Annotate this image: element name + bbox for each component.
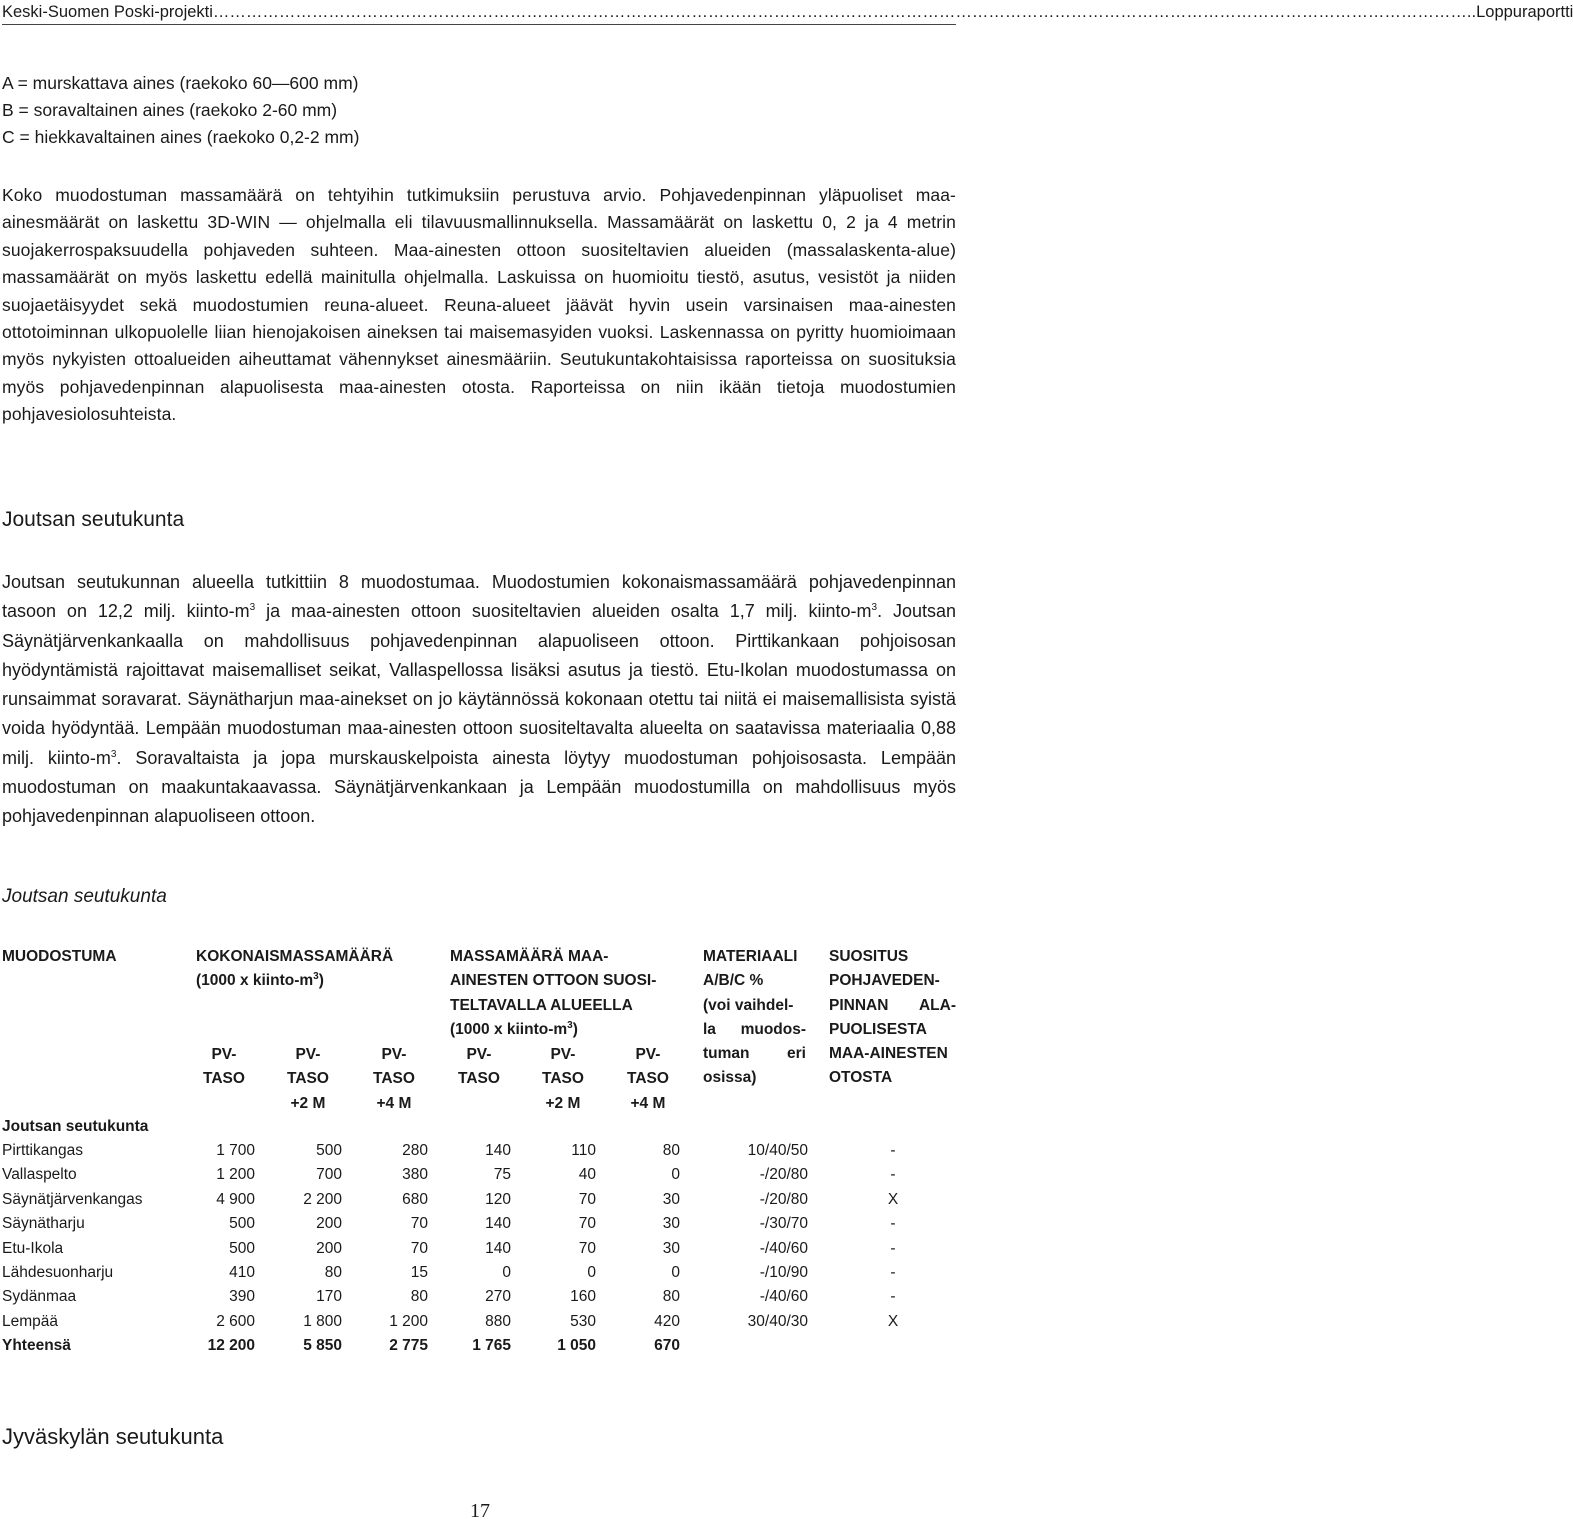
row-material: -/20/80: [759, 1166, 808, 1184]
row-value: 40: [578, 1166, 596, 1184]
row-value: 0: [671, 1166, 680, 1184]
row-value: 270: [485, 1288, 511, 1306]
row-value: 420: [654, 1312, 680, 1330]
row-value: 30: [662, 1215, 680, 1233]
row-value: 0: [671, 1264, 680, 1281]
subheader-area-pv-taso-2m: PV- TASO +2 M: [542, 1046, 584, 1112]
legend-item-c: C = hiekkavaltainen aines (raekoko 0,2-2 mm): [2, 127, 360, 147]
header-leader-dots: …………………………………………………………………………………………………………………………………………………………………………………………………………: [212, 3, 1467, 21]
row-material: 10/40/50: [747, 1142, 808, 1159]
row-value: 410: [229, 1264, 255, 1281]
row-value: 80: [410, 1288, 428, 1306]
row-value: 680: [402, 1190, 428, 1208]
row-name: Lähdesuonharju: [2, 1264, 114, 1281]
header-muodostuma: MUODOSTUMA: [2, 948, 117, 965]
legend-item-b: B = soravaltainen aines (raekoko 2-60 mm): [2, 100, 338, 120]
row-value: 2 200: [303, 1190, 342, 1208]
row-value: 2 600: [216, 1312, 255, 1330]
table-caption: Joutsan seutukunta: [2, 886, 167, 907]
row-value: 160: [570, 1288, 596, 1306]
subheader-area-pv-taso-4m: PV- TASO +4 M: [627, 1046, 669, 1112]
row-value: 1 700: [216, 1142, 255, 1159]
row-recommendation: X: [887, 1312, 899, 1330]
row-recommendation: -: [890, 1264, 896, 1281]
row-value: 70: [578, 1215, 596, 1233]
row-value: 280: [402, 1142, 428, 1159]
row-value: 530: [570, 1312, 596, 1330]
row-value: 75: [493, 1166, 511, 1184]
row-value: 70: [410, 1215, 428, 1233]
row-value: 5 850: [303, 1337, 342, 1355]
row-value: 880: [485, 1312, 511, 1330]
row-material: 30/40/30: [747, 1312, 808, 1330]
row-name: Vallaspelto: [2, 1166, 77, 1184]
row-name: Sydänmaa: [2, 1288, 77, 1306]
row-value: 500: [229, 1239, 255, 1257]
row-name: Pirttikangas: [2, 1142, 83, 1159]
row-material: -/10/90: [759, 1264, 808, 1281]
row-name: Yhteensä: [2, 1337, 71, 1355]
row-value: 0: [502, 1264, 511, 1281]
header-suositus: SUOSITUS POHJAVEDEN- PINNAN ALA- PUOLISESTA MAA-AINESTEN OTOSTA: [829, 948, 956, 1087]
row-value: 500: [229, 1215, 255, 1233]
row-value: 80: [662, 1288, 680, 1306]
row-value: 140: [485, 1239, 511, 1257]
row-name: Etu-Ikola: [2, 1239, 64, 1257]
row-value: 380: [402, 1166, 428, 1184]
legend-item-a: A = murskattava aines (raekoko 60—600 mm): [2, 73, 359, 93]
row-material: -/30/70: [759, 1215, 808, 1233]
row-value: 1 200: [216, 1166, 255, 1184]
row-value: 70: [578, 1190, 596, 1208]
subheader-pv-taso-4m: PV- TASO +4 M: [373, 1046, 415, 1112]
row-value: 12 200: [207, 1337, 255, 1355]
next-section-heading: Jyväskylän seutukunta: [2, 1424, 224, 1449]
row-recommendation: -: [890, 1288, 896, 1306]
row-recommendation: -: [890, 1166, 896, 1184]
row-value: 1 765: [472, 1337, 511, 1355]
row-recommendation: -: [890, 1142, 896, 1159]
row-value: 390: [229, 1288, 255, 1306]
header-project-name: Keski-Suomen Poski-projekti: [2, 3, 213, 21]
row-value: 140: [485, 1142, 511, 1159]
row-value: 80: [324, 1264, 342, 1281]
row-name: Lempää: [2, 1312, 59, 1330]
row-value: 200: [316, 1239, 342, 1257]
row-material: -/20/80: [759, 1190, 808, 1208]
row-value: 2 775: [389, 1337, 428, 1355]
row-value: 0: [587, 1264, 596, 1281]
subheader-area-pv-taso: PV- TASO: [458, 1046, 500, 1088]
row-value: 1 200: [389, 1312, 428, 1330]
header-kokonaismassamaara: KOKONAISMASSAMÄÄRÄ (1000 x kiinto-$m^3$): [196, 948, 394, 990]
row-name: Säynätjärvenkangas: [2, 1190, 143, 1208]
grain-size-legend: [2, 70, 359, 151]
running-header: [2, 0, 1573, 25]
row-value: 140: [485, 1215, 511, 1233]
row-name: Säynätharju: [2, 1215, 85, 1233]
section-paragraph: Joutsan seutukunnan alueella tutkittiin 8 muodostumaa. Muodostumien kokonaismassamäärä pohjavedenpinnan tasoon on 12,2 milj. kiinto-$m^3$ ja maa-ainesten ottoon suositeltavien alueiden osalta 1,7 milj. kiinto-$m^3$. Joutsan Säynätjärvenkankaalla on mahdollisuus pohjavedenpinnan alapuoliseen ottoon. Pirttikankaan pohjoisosan hyödyntämistä rajoittavat maisemalliset seikat, Vallaspellossa lisäksi asutus ja tiestö. Etu-Ikolan muodostumassa on runsaimmat soravarat. Säynätharjun maa-ainekset on jo käytännössä kokonaan otettu tai niitä ei maisemallisista syistä voida hyödyntää. Lempään muodostuman maa-ainesten ottoon suositeltavalta alueelta on saatavissa materiaalia 0,88 milj. kiinto-$m^3$. Soravaltaista ja jopa murskauskelpoista ainesta löytyy muodostuman pohjoisosasta. Lempään muodostuman on maakuntakaavassa. Säynätjärvenkankaan ja Lempään muodostumilla on mahdollisuus myös pohjavedenpinnan alapuoliseen ottoon.: [2, 572, 957, 827]
row-value: 80: [662, 1142, 680, 1159]
row-recommendation: -: [890, 1239, 896, 1257]
table-group-label: Joutsan seutukunta: [2, 1118, 149, 1135]
row-value: 170: [316, 1288, 342, 1306]
subheader-pv-taso-2m: PV- TASO +2 M: [287, 1046, 329, 1112]
row-recommendation: -: [890, 1215, 896, 1233]
row-value: 200: [316, 1215, 342, 1233]
row-value: 15: [410, 1264, 428, 1281]
row-value: 500: [316, 1142, 342, 1159]
row-value: 70: [410, 1239, 428, 1257]
row-recommendation: X: [887, 1190, 899, 1208]
subheader-pv-taso: PV- TASO: [203, 1046, 245, 1088]
header-massamaara-ottoalue: MASSAMÄÄRÄ MAA- AINESTEN OTTOON SUOSI- TELTAVALLA ALUEELLA (1000 x kiinto-$m^3$): [450, 948, 657, 1038]
row-value: 1 050: [557, 1337, 596, 1355]
row-material: -/40/60: [759, 1288, 808, 1306]
row-value: 4 900: [216, 1190, 255, 1208]
row-value: 1 800: [303, 1312, 342, 1330]
row-value: 120: [485, 1190, 511, 1208]
row-value: 670: [654, 1337, 680, 1355]
row-value: 30: [662, 1190, 680, 1208]
header-materiaali: MATERIAALI A/B/C % (voi vaihdel- la muodos- tuman eri osissa): [703, 948, 806, 1087]
page-number: 17: [470, 1500, 490, 1522]
row-material: -/40/60: [759, 1239, 808, 1257]
section-heading: Joutsan seutukunta: [2, 508, 185, 531]
row-value: 70: [578, 1239, 596, 1257]
header-report-name: ..Loppuraportti: [1466, 3, 1573, 21]
row-value: 30: [662, 1239, 680, 1257]
intro-paragraph: Koko muodostuman massamäärä on tehtyihin tutkimuksiin perustuva arvio. Pohjavedenpinnan yläpuoliset maa-ainesmäärät on laskettu 3D-WIN — ohjelmalla eli tilavuusmallinnuksella. Massamäärät on laskettu 0, 2 ja 4 metrin suojakerrospaksuudella pohjaveden suhteen. Maa-ainesten ottoon suositeltavien alueiden (massalaskenta-alue) massamäärät on myös laskettu edellä mainitulla ohjelmalla. Laskuissa on huomioitu tiestö, asutus, vesistöt ja niiden suojaetäisyydet sekä muodostumien reuna-alueet. Reuna-alueet jäävät hyvin usein varsinaisen maa-ainesten ottotoiminnan ulkopuolelle liian hienojakoisen aineksen tai maisemasyiden vuoksi. Laskennassa on pyritty huomioimaan myös nykyisten ottoalueiden aiheuttamat vähennykset ainesmääriin. Seutukuntakohtaisissa raporteissa on suosituksia myös pohjavedenpinnan alapuolisesta maa-ainesten otosta. Raporteissa on niin ikään tietoja muodostumien pohjavesiolosuhteista.: [2, 185, 956, 425]
row-value: 700: [316, 1166, 342, 1184]
row-value: 110: [571, 1142, 596, 1159]
